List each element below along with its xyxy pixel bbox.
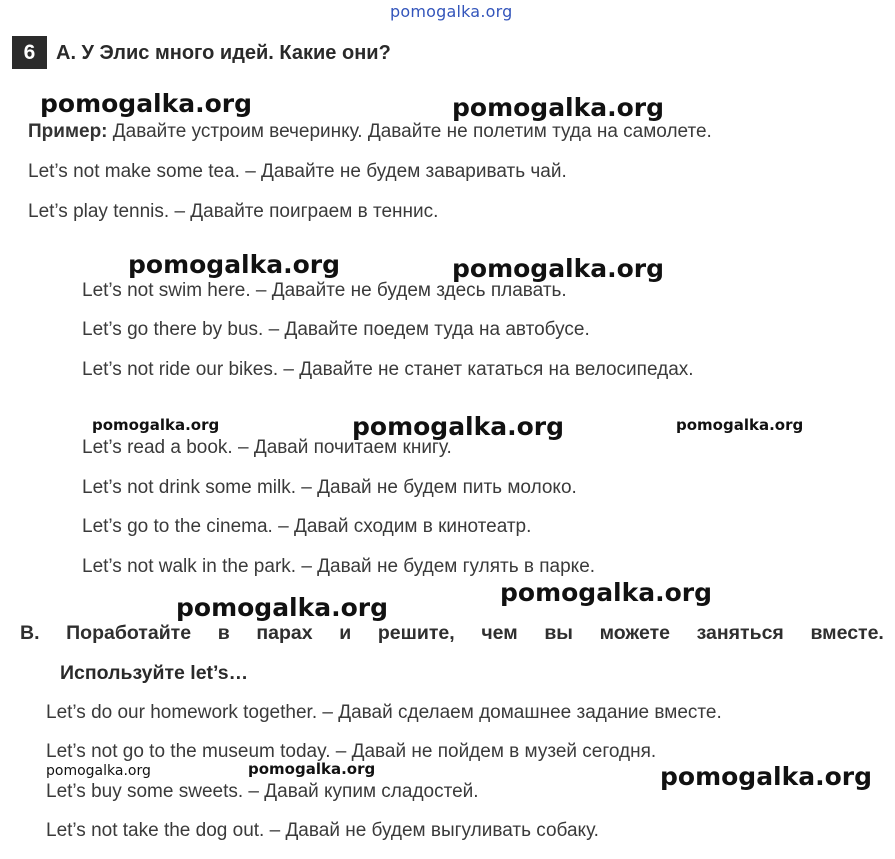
watermark: pomogalka.org — [248, 760, 376, 778]
watermark: pomogalka.org — [452, 254, 665, 283]
part-b-heading-line2: Используйте let’s… — [60, 662, 249, 684]
answer-line: Let’s do our homework together. – Давай сделаем домашнее задание вместе. — [46, 702, 722, 723]
answer-line: Let’s not walk in the park. – Давай не будем гулять в парке. — [82, 556, 596, 577]
heading-word: вы — [544, 622, 573, 644]
example-line — [28, 121, 712, 143]
answer-line: Let’s not make some tea. – Давайте не будем заваривать чай. — [28, 161, 567, 182]
heading-word: вместе. — [810, 622, 884, 644]
heading-word: в — [217, 622, 230, 644]
watermark: pomogalka.org — [676, 416, 804, 434]
watermark: pomogalka.org — [128, 250, 341, 279]
part-b-heading — [20, 622, 884, 645]
answer-line: Let’s go to the cinema. – Давай сходим в кинотеатр. — [82, 516, 532, 537]
heading-word: заняться — [696, 622, 784, 644]
heading-word: B. — [20, 622, 40, 644]
watermark: pomogalka.org — [452, 93, 665, 122]
part-a-heading: A. У Элис много идей. Какие они? — [56, 42, 391, 64]
task-number-badge: 6 — [12, 36, 47, 69]
answer-line: Let’s not swim here. – Давайте не будем здесь плавать. — [82, 280, 567, 301]
watermark: pomogalka.org — [40, 89, 253, 118]
watermark: pomogalka.org — [660, 762, 873, 791]
answer-line: Let’s buy some sweets. – Давай купим сладостей. — [46, 781, 479, 802]
heading-word: Поработайте — [66, 622, 192, 644]
answer-line: Let’s not take the dog out. – Давай не будем выгуливать собаку. — [46, 820, 599, 841]
watermark: pomogalka.org — [46, 763, 151, 779]
answer-line: Let’s not go to the museum today. – Давай не пойдем в музей сегодня. — [46, 741, 657, 762]
answer-line: Let’s read a book. – Давай почитаем книгу. — [82, 437, 452, 458]
answer-line: Let’s play tennis. – Давайте поиграем в теннис. — [28, 201, 439, 222]
heading-word: можете — [599, 622, 670, 644]
heading-word: чем — [481, 622, 518, 644]
watermark: pomogalka.org — [500, 578, 713, 607]
example-text: Давайте устроим вечеринку. Давайте не полетим туда на самолете. — [107, 121, 712, 142]
watermark: pomogalka.org — [92, 416, 220, 434]
answer-line: Let’s not ride our bikes. – Давайте не станет кататься на велосипедах. — [82, 359, 694, 380]
watermark: pomogalka.org — [176, 593, 389, 622]
heading-word: и — [339, 622, 352, 644]
heading-word: решите, — [377, 622, 455, 644]
answer-line: Let’s not drink some milk. – Давай не будем пить молоко. — [82, 477, 577, 498]
heading-word: парах — [256, 622, 313, 644]
watermark: pomogalka.org — [352, 412, 565, 441]
watermark-top: pomogalka.org — [390, 2, 513, 21]
example-label: Пример: — [28, 121, 108, 142]
answer-line: Let’s go there by bus. – Давайте поедем туда на автобусе. — [82, 319, 590, 340]
